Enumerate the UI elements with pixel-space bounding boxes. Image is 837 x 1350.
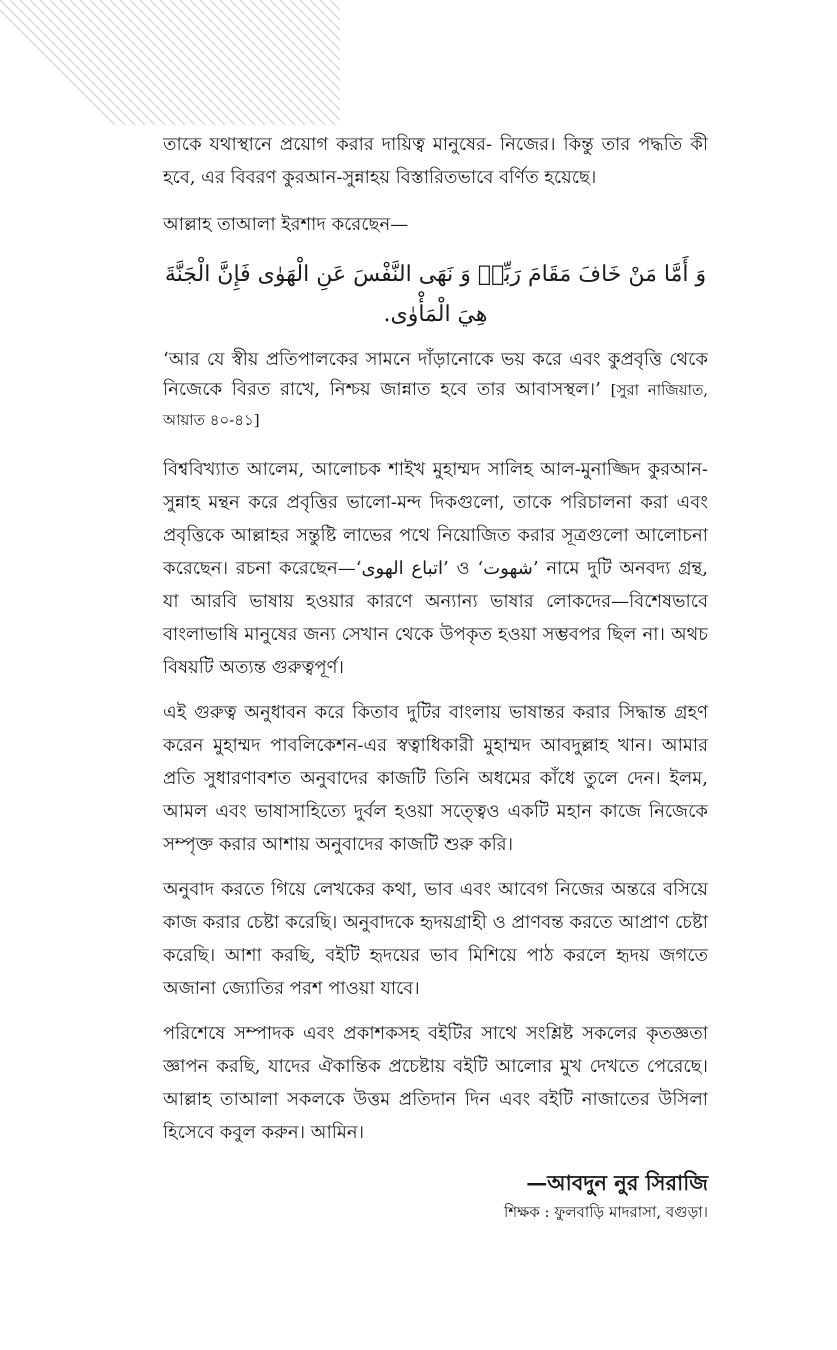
stripe-line	[80, 0, 205, 125]
arabic-verse: وَ أَمَّا مَنْ خَافَ مَقَامَ رَبِّهٖ وَ نَهَى النَّفْسَ عَنِ الْهَوٰى فَإِنَّ الْجَنَّةَ هِيَ الْمَأْوٰى.	[164, 262, 707, 327]
author-name: —আবদুন নুর সিরাজি	[526, 1170, 708, 1195]
stripe-line	[170, 0, 295, 125]
stripe-line	[40, 0, 165, 125]
stripe-line	[30, 0, 155, 125]
verse-intro: আল্লাহ তাআলা ইরশাদ করেছেন—	[163, 214, 409, 235]
stripe-line	[50, 0, 175, 125]
stripe-line	[180, 0, 305, 125]
paragraph-4: অনুবাদ করতে গিয়ে লেখকের কথা, ভাব এবং আবেগ নিজের অন্তরে বসিয়ে কাজ করার চেষ্টা করেছি। অনুবাদকে হৃদয়গ্রাহী ও প্রাণবন্ত করতে আপ্রাণ চেষ্টা করেছি। আশা করছি, বইটি হৃদয়ের ভাব মিশিয়ে পাঠ করলে হৃদয় জগতে অজানা জ্যোতির পরশ পাওয়া যাবে।	[163, 879, 708, 999]
stripe-line	[100, 0, 225, 125]
page-body	[163, 128, 708, 1225]
paragraph-2-part-1: বিশ্ববিখ্যাত আলেম, আলোচক শাইখ মুহাম্মদ সালিহ আল-মুনাজ্জিদ কুরআন-সুন্নাহ মন্থন করে প্রবৃত্তির ভালো-মন্দ দিকগুলো, তাকে পরিচালনা করা এবং প্রবৃত্তিকে আল্লাহর সন্তুষ্টি লাভের পথে নিয়োজিত করার সূত্রগুলো আলোচনা করেছেন। রচনা করেছেন—‘	[163, 459, 708, 579]
paragraph-1: তাকে যথাস্থানে প্রয়োগ করার দায়িত্ব মানুষের- নিজের। কিন্তু তার পদ্ধতি কী হবে, এর বিবরণ কুরআন-সুন্নাহয় বিস্তারিতভাবে বর্ণিত হয়েছে।	[163, 134, 708, 188]
corner-stripes-decoration	[0, 0, 340, 125]
stripe-line	[140, 0, 265, 125]
author-role: শিক্ষক : ফুলবাড়ি মাদরাসা, বগুড়া।	[503, 1203, 708, 1221]
stripe-line	[0, 0, 125, 125]
translation-text: ‘আর যে স্বীয় প্রতিপালকের সামনে দাঁড়ানোকে ভয় করে এবং কুপ্রবৃত্তি থেকে নিজেকে বিরত রাখে, নিশ্চয় জান্নাত হবে তার আবাসস্থল।’	[163, 349, 708, 400]
stripe-line	[0, 0, 115, 125]
verse-reference: [সুরা নাজিয়াত, আয়াত ৪০-৪১]	[163, 381, 708, 429]
paragraph-2-part-2: ’ ও ‘	[443, 558, 484, 579]
stripe-line	[90, 0, 215, 125]
signature-block	[163, 1167, 708, 1225]
arabic-book-title-1: اتباع الهوى	[361, 558, 444, 579]
paragraph-5: পরিশেষে সম্পাদক এবং প্রকাশকসহ বইটির সাথে সংশ্লিষ্ট সকলের কৃতজ্ঞতা জ্ঞাপন করছি, যাদের ঐকান্তিক প্রচেষ্টায় বইটি আলোর মুখ দেখতে পেরেছে। আল্লাহ তাআলা সকলকে উত্তম প্রতিদান দিন এবং বইটি নাজাতের উসিলা হিসেবে কবুল করুন। আমিন।	[163, 1023, 708, 1143]
stripe-line	[200, 0, 325, 125]
arabic-book-title-2: شهوت	[483, 558, 533, 579]
stripe-line	[150, 0, 275, 125]
stripe-line	[160, 0, 285, 125]
paragraph-3: এই গুরুত্ব অনুধাবন করে কিতাব দুটির বাংলায় ভাষান্তর করার সিদ্ধান্ত গ্রহণ করেন মুহাম্মদ পাবলিকেশন-এর স্বত্বাধিকারী মুহাম্মদ আবদুল্লাহ খান। আমার প্রতি সুধারণাবশত অনুবাদের কাজটি তিনি অধমের কাঁধে তুলে দেন। ইলম, আমল এবং ভাষাসাহিত্যে দুর্বল হওয়া সত্ত্বেও একটি মহান কাজে নিজেকে সম্পৃক্ত করার আশায় অনুবাদের কাজটি শুরু করি।	[163, 702, 708, 855]
paragraph-2-part-3: ’ নামে দুটি অনবদ্য গ্রন্থ, যা আরবি ভাষায় হওয়ার কারণে অন্যান্য ভাষার লোকদের—বিশেষভাবে বাংলাভাষি মানুষের জন্য সেখান থেকে উপকৃত হওয়া সম্ভবপর ছিল না। অথচ বিষয়টি অত্যন্ত গুরুত্বপূর্ণ।	[163, 558, 709, 678]
stripe-line	[210, 0, 335, 125]
stripe-line	[60, 0, 185, 125]
stripe-line	[130, 0, 255, 125]
stripe-line	[240, 0, 340, 125]
stripe-line	[190, 0, 315, 125]
stripe-line	[70, 0, 195, 125]
stripe-line	[120, 0, 245, 125]
stripe-line	[20, 0, 145, 125]
stripe-line	[110, 0, 235, 125]
stripe-line	[10, 0, 135, 125]
paragraph-2	[163, 453, 708, 684]
verse-translation	[163, 345, 708, 435]
